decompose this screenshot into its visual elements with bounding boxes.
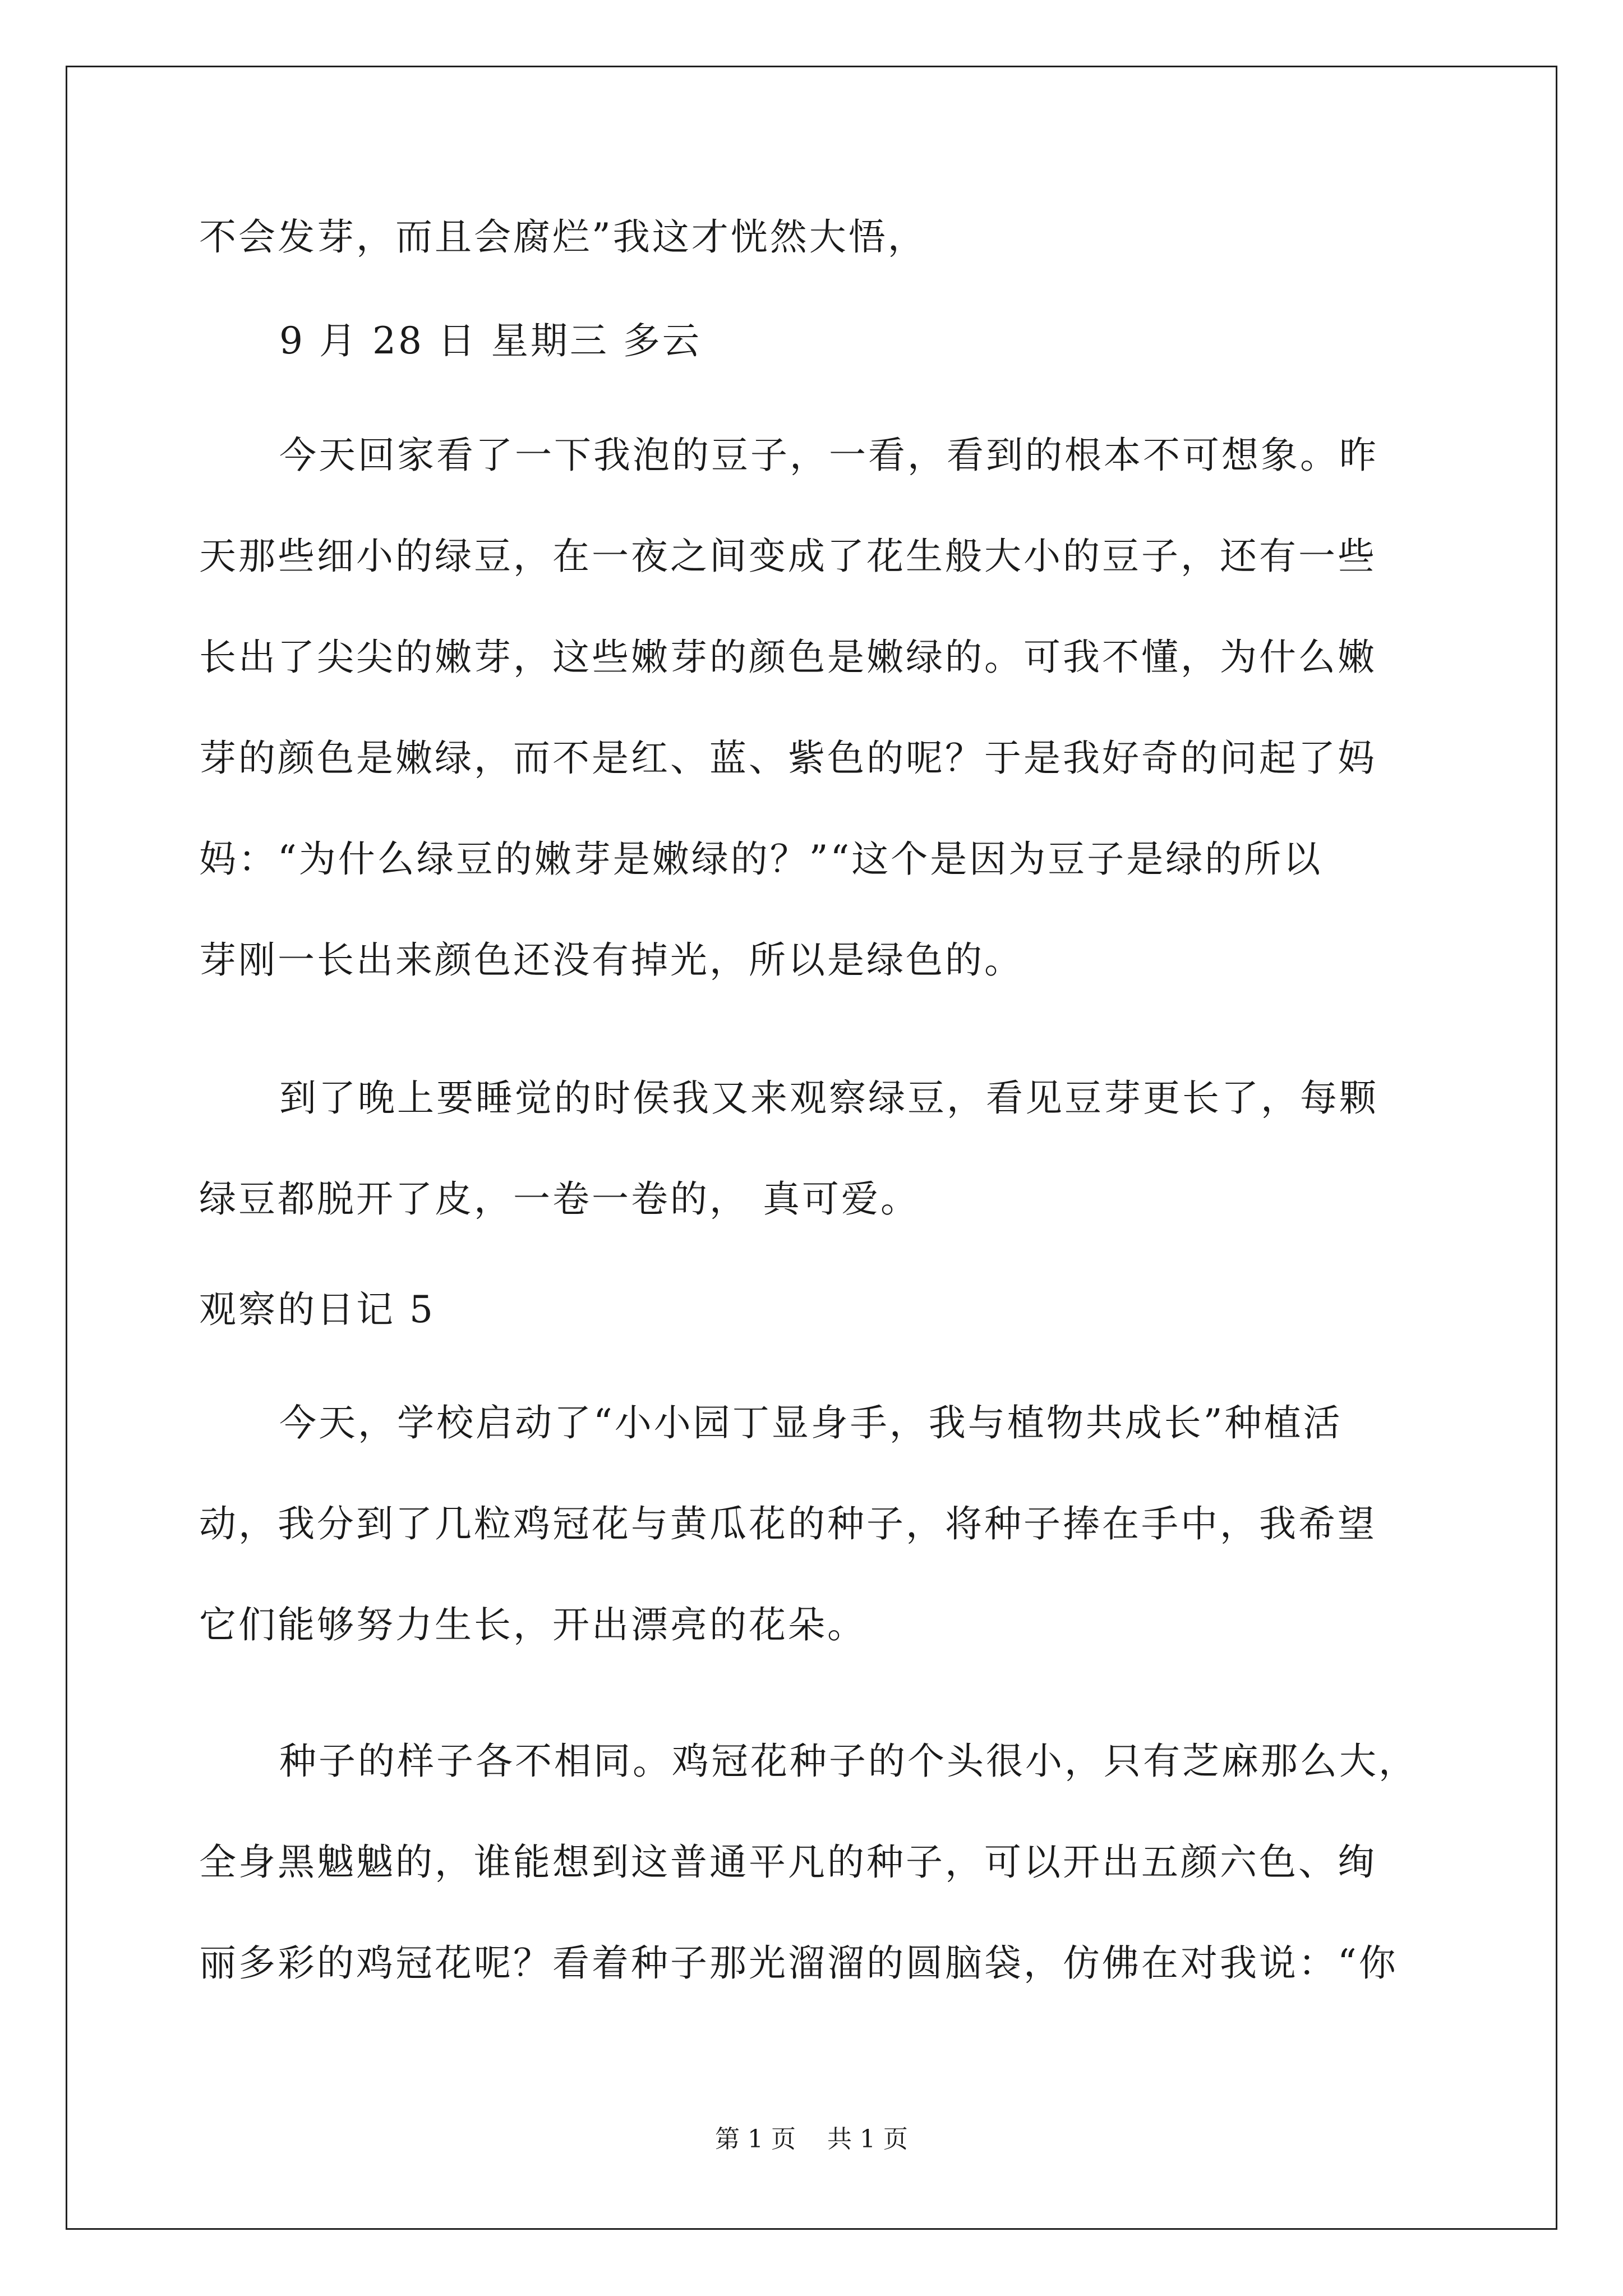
text-line: 种子的样子各不相同。鸡冠花种子的个头很小，只有芝麻那么大， [279,1740,1418,1783]
text-line: 今天回家看了一下我泡的豆子，一看，看到的根本不可想象。昨 [279,434,1378,477]
diary-date-heading: 9 月 28 日 星期三 多云 [279,319,702,362]
text-line: 天那些细小的绿豆，在一夜之间变成了花生般大小的豆子，还有一些 [199,535,1377,578]
page-border [66,66,1557,2230]
text-line: 全身黑魆魆的，谁能想到这普通平凡的种子，可以开出五颜六色、绚 [199,1841,1377,1884]
text-line: 长出了尖尖的嫩芽，这些嫩芽的颜色是嫩绿的。可我不懂，为什么嫩 [199,636,1377,679]
text-line: 动，我分到了几粒鸡冠花与黄瓜花的种子，将种子捧在手中，我希望 [199,1502,1377,1545]
text-line: 芽的颜色是嫩绿，而不是红、蓝、紫色的呢？于是我好奇的问起了妈 [199,737,1377,780]
page-footer: 第 1 页 共 1 页 [715,2125,908,2154]
text-line: 到了晚上要睡觉的时侯我又来观察绿豆，看见豆芽更长了，每颗 [279,1076,1378,1120]
text-line: 今天，学校启动了“小小园丁显身手，我与植物共成长”种植活 [279,1401,1343,1444]
text-line: 丽多彩的鸡冠花呢？看着种子那光溜溜的圆脑袋，仿佛在对我说：“你 [199,1941,1398,1985]
text-line: 绿豆都脱开了皮，一卷一卷的， 真可爱。 [199,1177,920,1221]
text-line: 不会发芽，而且会腐烂”我这才恍然大悟， [199,215,927,259]
section-heading: 观察的日记 5 [199,1288,435,1331]
text-line: 芽刚一长出来颜色还没有掉光，所以是绿色的。 [199,938,1023,982]
text-line: 它们能够努力生长，开出漂亮的花朵。 [199,1603,866,1646]
text-line: 妈：“为什么绿豆的嫩芽是嫩绿的？”“这个是因为豆子是绿的所以 [199,838,1323,881]
